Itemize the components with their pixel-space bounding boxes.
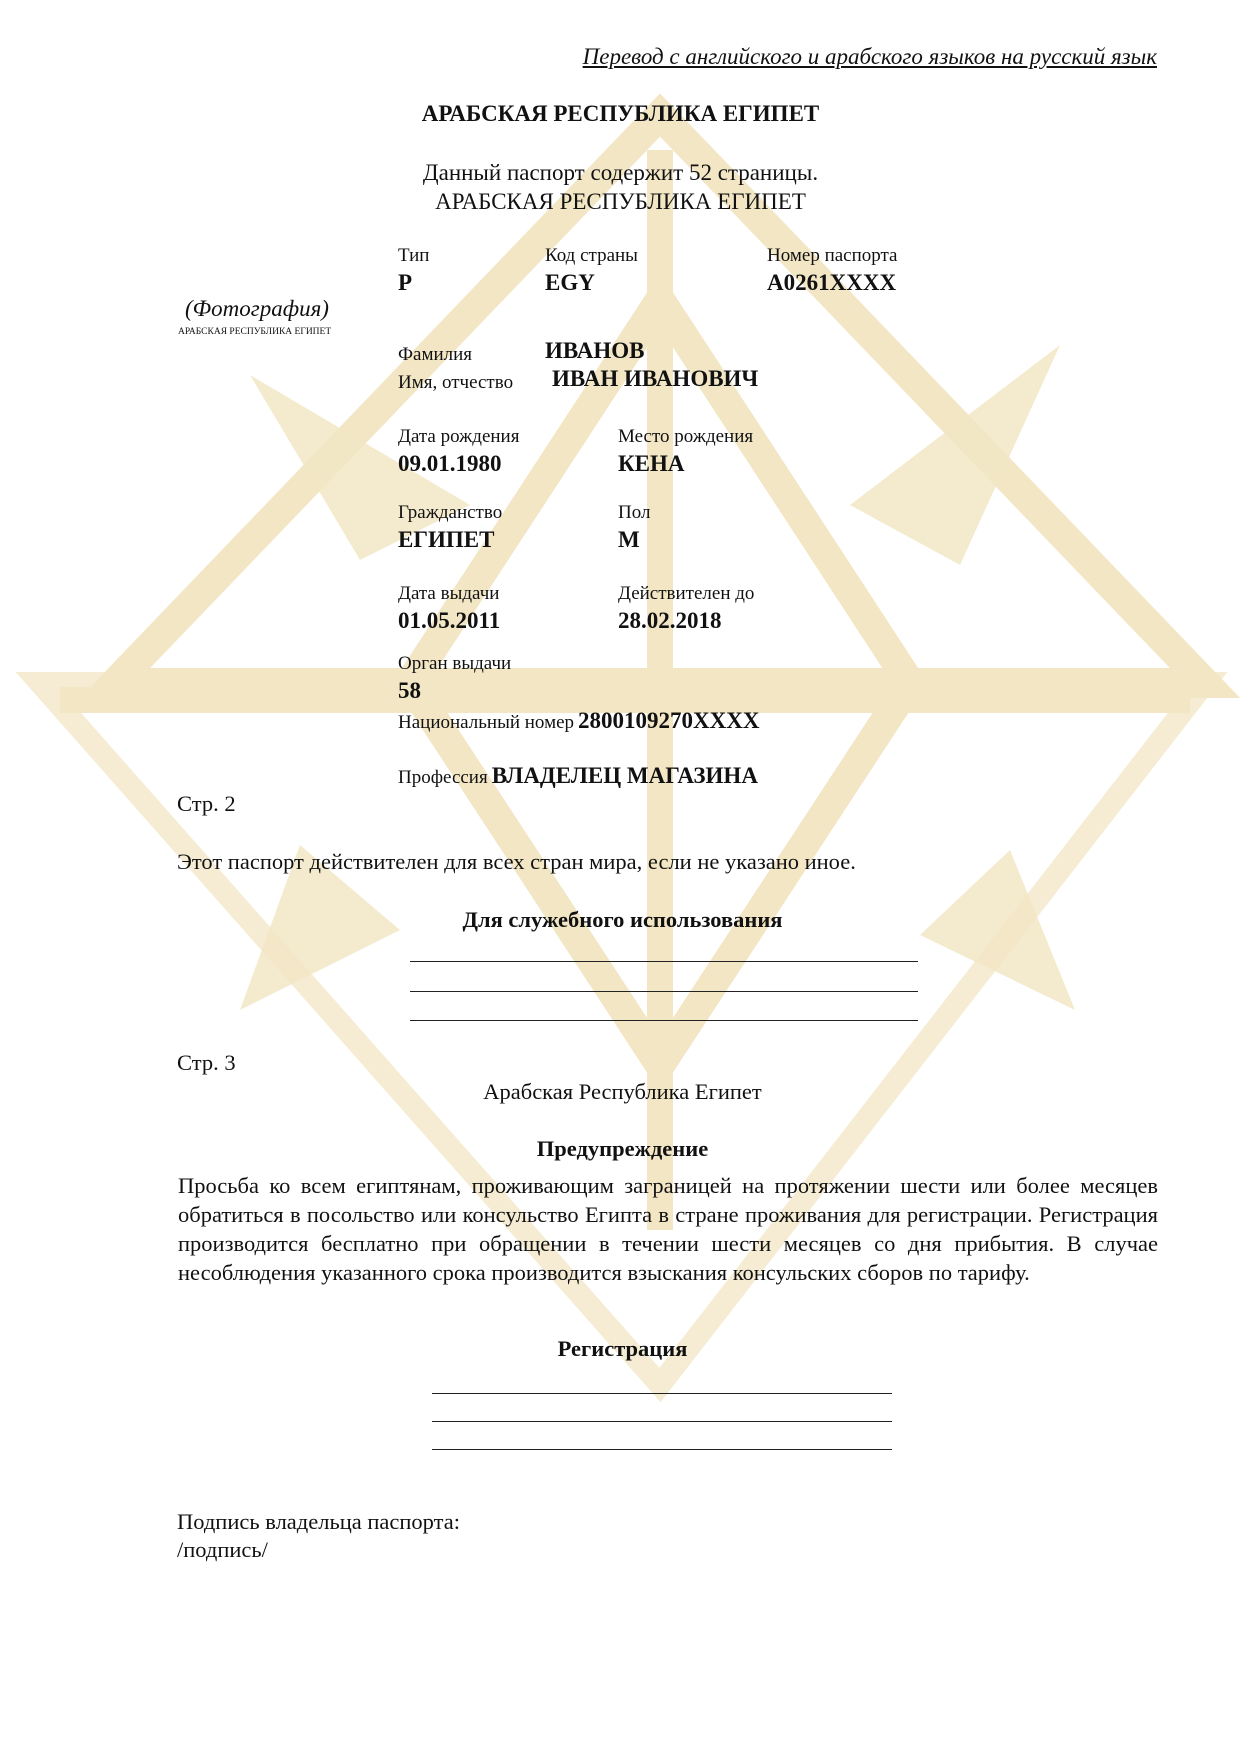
national-id-row xyxy=(398,708,759,734)
page-2-label: Стр. 2 xyxy=(177,791,236,816)
authority-value: 58 xyxy=(398,678,421,703)
country-line: АРАБСКАЯ РЕСПУБЛИКА ЕГИПЕТ xyxy=(435,189,806,214)
type-value: P xyxy=(398,270,413,295)
country-code-label: Код страны xyxy=(545,245,638,266)
warning-heading: Предупреждение xyxy=(536,1136,709,1161)
birth-place-label: Место рождения xyxy=(618,426,754,447)
signature-value: /подпись/ xyxy=(177,1537,268,1562)
nationality-value: ЕГИПЕТ xyxy=(398,527,495,552)
birth-place-value: КЕНА xyxy=(618,451,685,476)
type-label: Тип xyxy=(398,245,430,266)
validity-statement: Этот паспорт действителен для всех стран мира, если не указано иное. xyxy=(177,849,856,874)
registration-heading: Регистрация xyxy=(557,1336,688,1361)
official-use-line xyxy=(410,961,918,962)
surname-value: ИВАНОВ xyxy=(545,338,645,363)
pages-note: Данный паспорт содержит 52 страницы. xyxy=(422,160,819,185)
document-title: АРАБСКАЯ РЕСПУБЛИКА ЕГИПЕТ xyxy=(421,101,820,126)
surname-label: Фамилия xyxy=(398,344,473,365)
photo-label: (Фотография) xyxy=(185,296,329,321)
official-use-line xyxy=(410,1020,918,1021)
translation-note: Перевод с английского и арабского языков на русский язык xyxy=(582,44,1157,69)
sex-value: M xyxy=(618,527,640,552)
profession-value: ВЛАДЕЛЕЦ МАГАЗИНА xyxy=(491,763,758,788)
given-names-label: Имя, отчество xyxy=(398,372,514,393)
registration-line xyxy=(432,1449,892,1450)
sex-label: Пол xyxy=(618,502,651,523)
given-names-value: ИВАН ИВАНОВИЧ xyxy=(552,366,759,391)
nationality-label: Гражданство xyxy=(398,502,503,523)
expiry-date-value: 28.02.2018 xyxy=(618,608,722,633)
registration-line xyxy=(432,1421,892,1422)
passport-number-label: Номер паспорта xyxy=(767,245,898,266)
country-code-value: EGY xyxy=(545,270,595,295)
national-id-value: 2800109270XXXX xyxy=(578,708,760,733)
expiry-date-label: Действителен до xyxy=(618,583,755,604)
warning-paragraph: Просьба ко всем египтянам, проживающим заграницей на протяжении шести или более месяцев обратиться в посольство или консульство Египта в стране проживания для регистрации. Регистрация производится бесплатно при обращении в течении шести месяцев со дня прибытия. В случае несоблюдения указанного срока производится взыскания консульских сборов по тарифу. xyxy=(178,1173,1158,1285)
passport-number-value: A0261XXXX xyxy=(767,270,897,295)
national-id-label: Национальный номер xyxy=(398,712,575,733)
issue-date-label: Дата выдачи xyxy=(398,583,500,604)
birth-date-label: Дата рождения xyxy=(398,426,520,447)
signature-label: Подпись владельца паспорта: xyxy=(177,1509,460,1534)
official-use-heading: Для служебного использования xyxy=(462,907,783,932)
photo-caption: АРАБСКАЯ РЕСПУБЛИКА ЕГИПЕТ xyxy=(178,327,332,337)
official-use-line xyxy=(410,991,918,992)
registration-line xyxy=(432,1393,892,1394)
republic-name: Арабская Республика Египет xyxy=(483,1079,762,1104)
authority-label: Орган выдачи xyxy=(398,653,512,674)
issue-date-value: 01.05.2011 xyxy=(398,608,501,633)
birth-date-value: 09.01.1980 xyxy=(398,451,502,476)
profession-row xyxy=(398,763,758,789)
profession-label: Профессия xyxy=(398,767,488,788)
page-3-label: Стр. 3 xyxy=(177,1050,236,1075)
